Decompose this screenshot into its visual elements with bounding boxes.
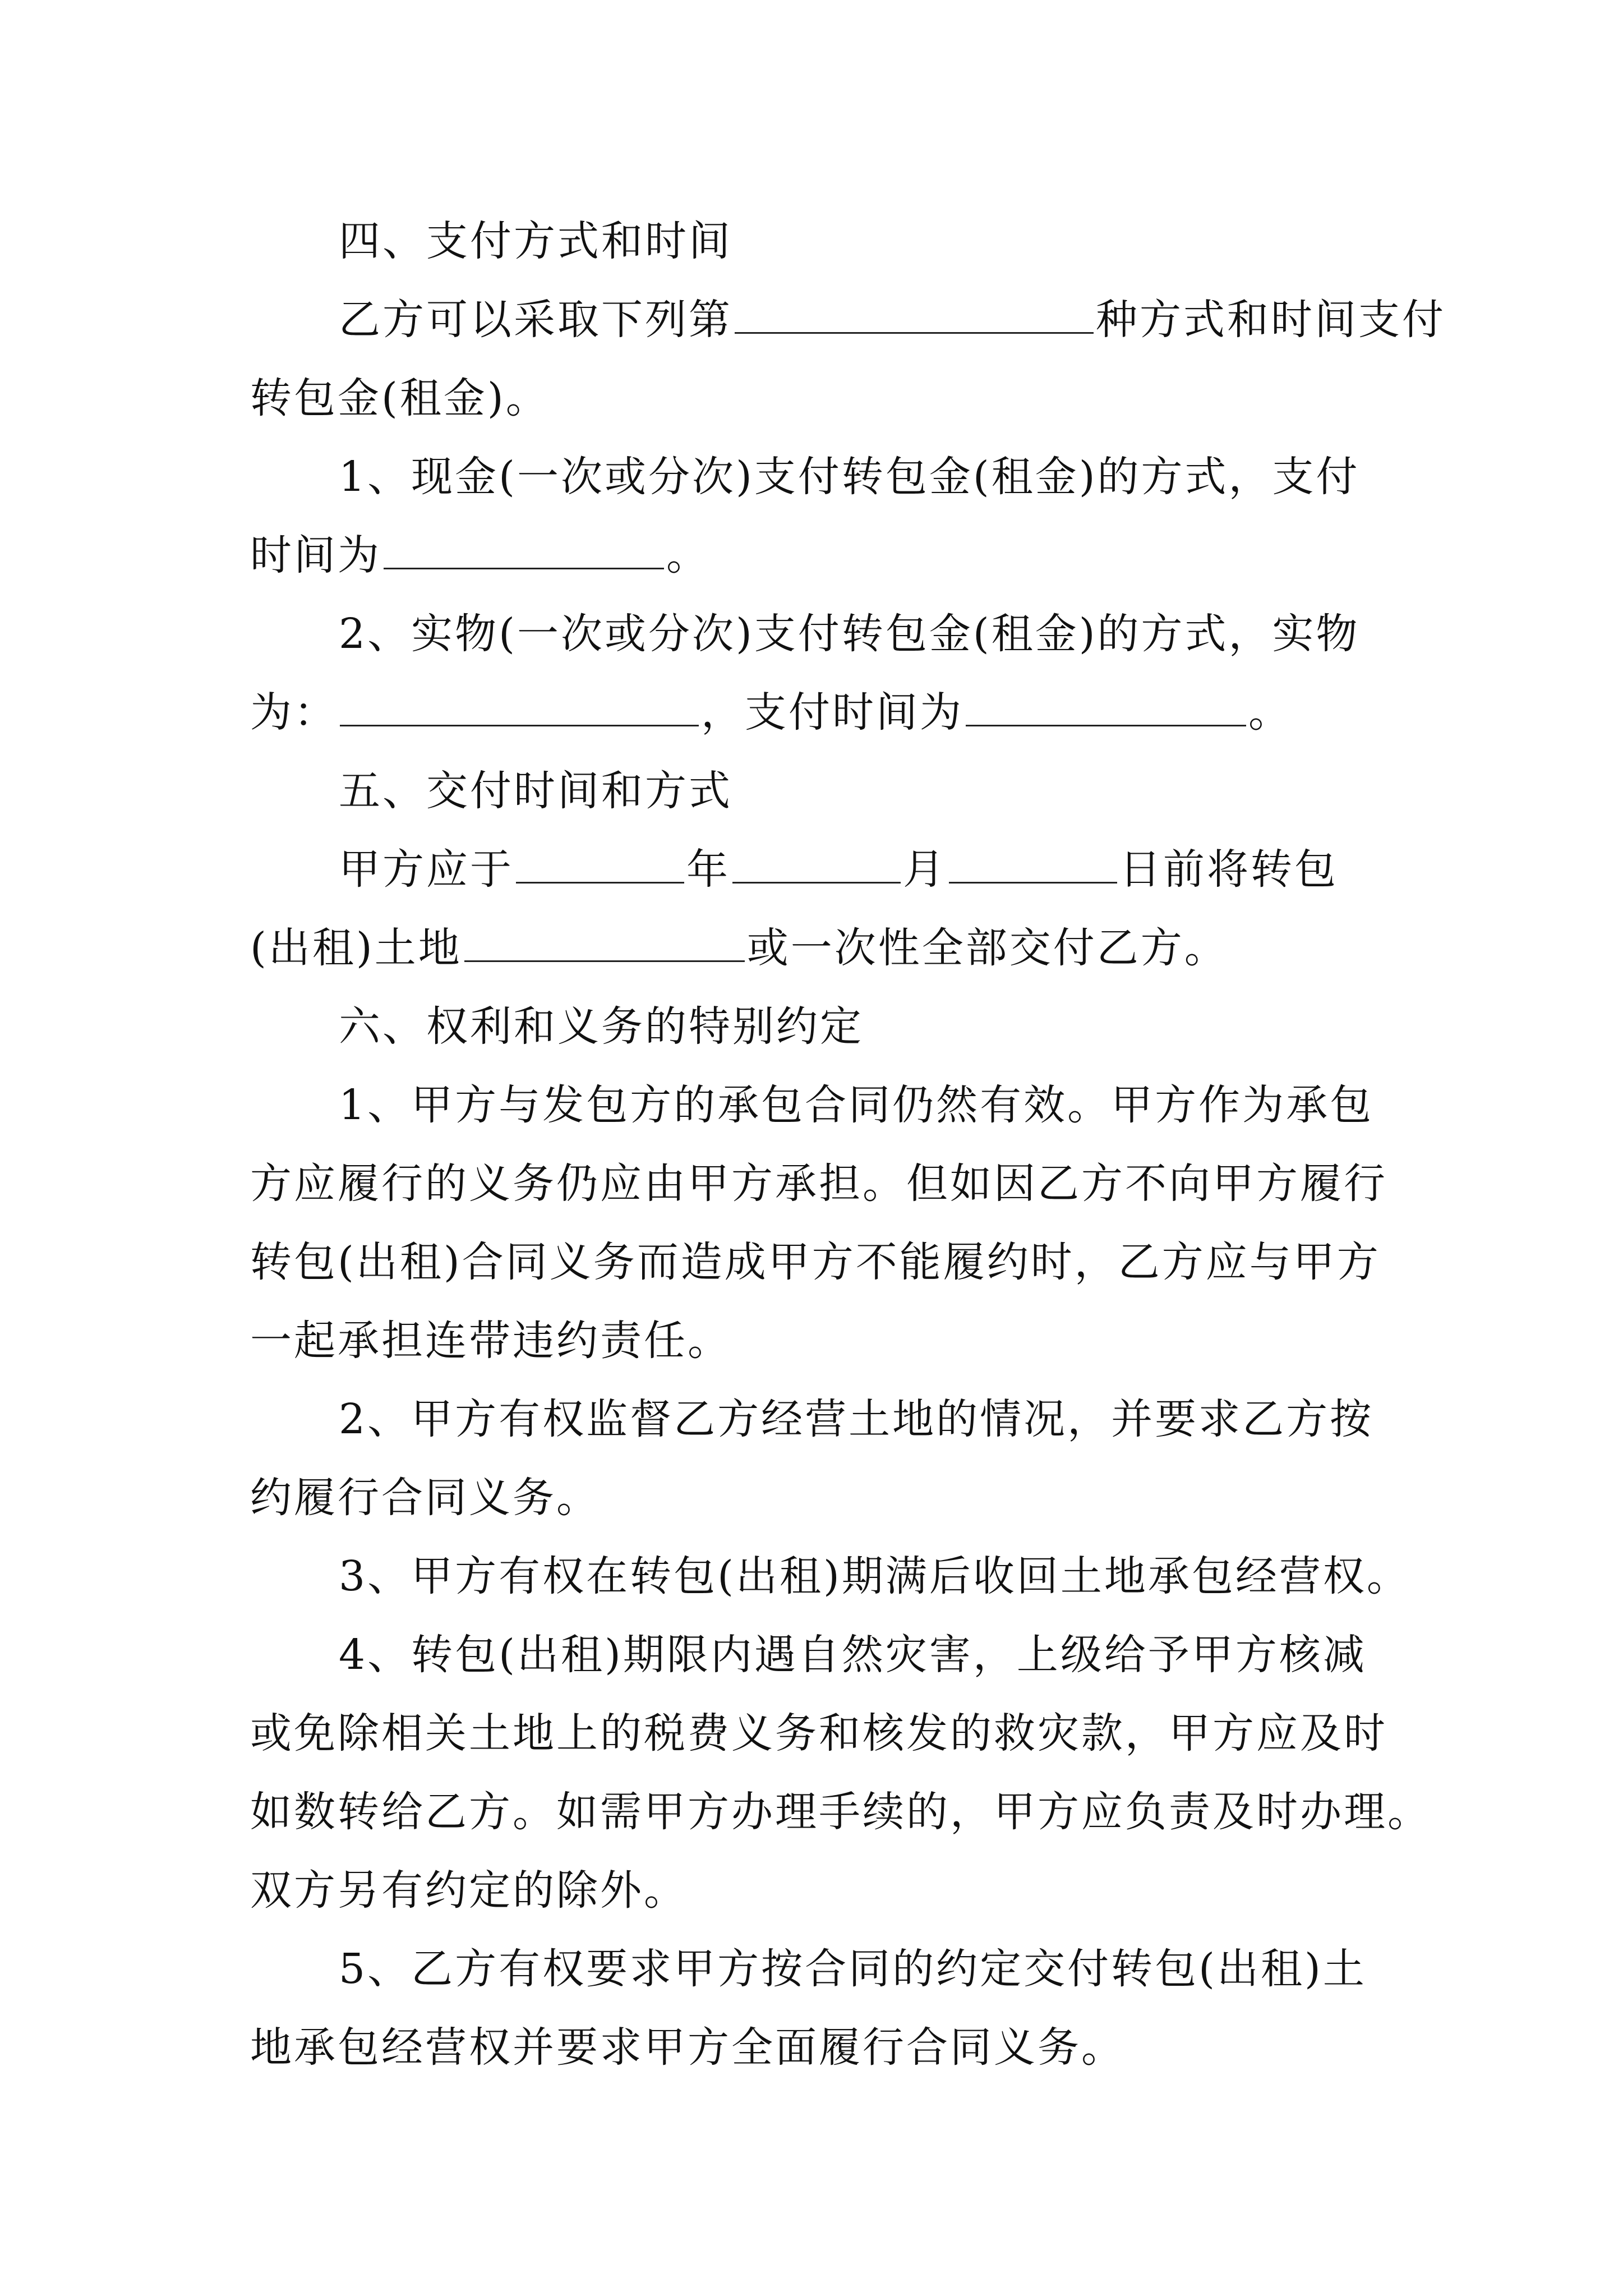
section-4-item-2	[339, 606, 1483, 662]
s6-item1-line-2	[250, 1234, 1394, 1290]
paragraph-text: 1、甲方与发包方的承包合同仍然有效。甲方作为承包	[339, 1081, 1374, 1129]
s6-item4-line-2	[250, 1784, 1431, 1840]
paragraph-text: 约履行合同义务。	[250, 1474, 600, 1522]
paragraph-text: 双方另有约定的除外。	[250, 1866, 688, 1915]
paragraph-text: 3、甲方有权在转包(出租)期满后收回土地承包经营权。	[339, 1552, 1410, 1600]
s6-item4-line-1	[250, 1705, 1394, 1761]
paragraph-text: 地承包经营权并要求甲方全面履行合同义务。	[250, 2023, 1125, 2072]
paragraph-text: 5、乙方有权要求甲方按合同的约定交付转包(出租)土	[339, 1945, 1367, 1993]
paragraph-text: 或免除相关土地上的税费义务和核发的救灾款，甲方应及时	[250, 1709, 1387, 1757]
s6-item4-line-3	[250, 1862, 1394, 1918]
s6-item5-line-0	[339, 1941, 1483, 1997]
delivery-text-b: 日前将转包	[1119, 845, 1338, 894]
item2-text-c: ，支付时间为	[701, 688, 963, 737]
intro-text-b: 种方式和时间支付	[1096, 296, 1446, 344]
s6-item2-line-1	[250, 1470, 1394, 1526]
intro-text-a: 乙方可以采取下列第	[339, 296, 732, 344]
delivery-text-c: (出租)土地	[250, 924, 462, 972]
section-4-item-2-cont	[250, 684, 1394, 740]
heading-text: 四、支付方式和时间	[339, 217, 732, 265]
paragraph-text: 4、转包(出租)期限内遇自然灾害，上级给予甲方核减	[339, 1631, 1367, 1679]
paragraph-text: 2、甲方有权监督乙方经营土地的情况，并要求乙方按	[339, 1395, 1374, 1443]
item2-text-a: 2、实物(一次或分次)支付转包金(租金)的方式，实物	[339, 610, 1360, 658]
heading-text: 五、交付时间和方式	[339, 767, 732, 815]
s6-item5-line-1	[250, 2019, 1394, 2076]
item2-text-b: 为：	[250, 688, 338, 737]
s6-item2-line-0	[339, 1391, 1483, 1447]
section-4-item-1	[339, 449, 1483, 505]
blank-month-field[interactable]	[732, 843, 901, 884]
blank-option-field[interactable]	[735, 293, 1094, 334]
blank-year-field[interactable]	[516, 843, 684, 884]
delivery-text-a: 甲方应于	[339, 845, 514, 894]
section-4-item-1-cont	[250, 527, 1394, 583]
paragraph-text: 如数转给乙方。如需甲方办理手续的，甲方应负责及时办理。	[250, 1788, 1431, 1836]
item1-text-c: 。	[666, 531, 710, 579]
intro-text-c: 转包金(租金)。	[250, 374, 550, 422]
paragraph-text: 方应履行的义务仍应由甲方承担。但如因乙方不向甲方履行	[250, 1159, 1387, 1208]
heading-text: 六、权利和义务的特别约定	[339, 1002, 864, 1051]
s6-item4-line-0	[339, 1627, 1483, 1683]
blank-land-field[interactable]	[464, 921, 745, 962]
section-5-line-1	[339, 841, 1483, 898]
s6-item1-line-1	[250, 1156, 1394, 1212]
month-label: 月	[903, 845, 947, 894]
item1-text-b: 时间为	[250, 531, 381, 579]
section-5-heading	[339, 763, 1483, 819]
section-6-heading	[339, 999, 1483, 1055]
blank-goods-field[interactable]	[340, 685, 699, 726]
delivery-text-d: 或一次性全部交付乙方。	[746, 924, 1228, 972]
blank-day-field[interactable]	[949, 843, 1117, 884]
section-4-intro-cont	[250, 370, 1394, 426]
section-4-intro	[339, 292, 1483, 348]
s6-item3-line-0	[339, 1548, 1483, 1604]
section-4-heading	[339, 213, 1483, 269]
section-5-line-2	[250, 920, 1394, 976]
paragraph-text: 一起承担连带违约责任。	[250, 1317, 731, 1365]
s6-item1-line-0	[339, 1077, 1483, 1133]
year-label: 年	[686, 845, 730, 894]
blank-goods-time-field[interactable]	[966, 685, 1246, 726]
item2-text-d: 。	[1248, 688, 1292, 737]
item1-text-a: 1、现金(一次或分次)支付转包金(租金)的方式，支付	[339, 453, 1360, 501]
s6-item1-line-3	[250, 1313, 1394, 1369]
blank-cash-time-field[interactable]	[384, 528, 664, 569]
paragraph-text: 转包(出租)合同义务而造成甲方不能履约时，乙方应与甲方	[250, 1238, 1381, 1286]
